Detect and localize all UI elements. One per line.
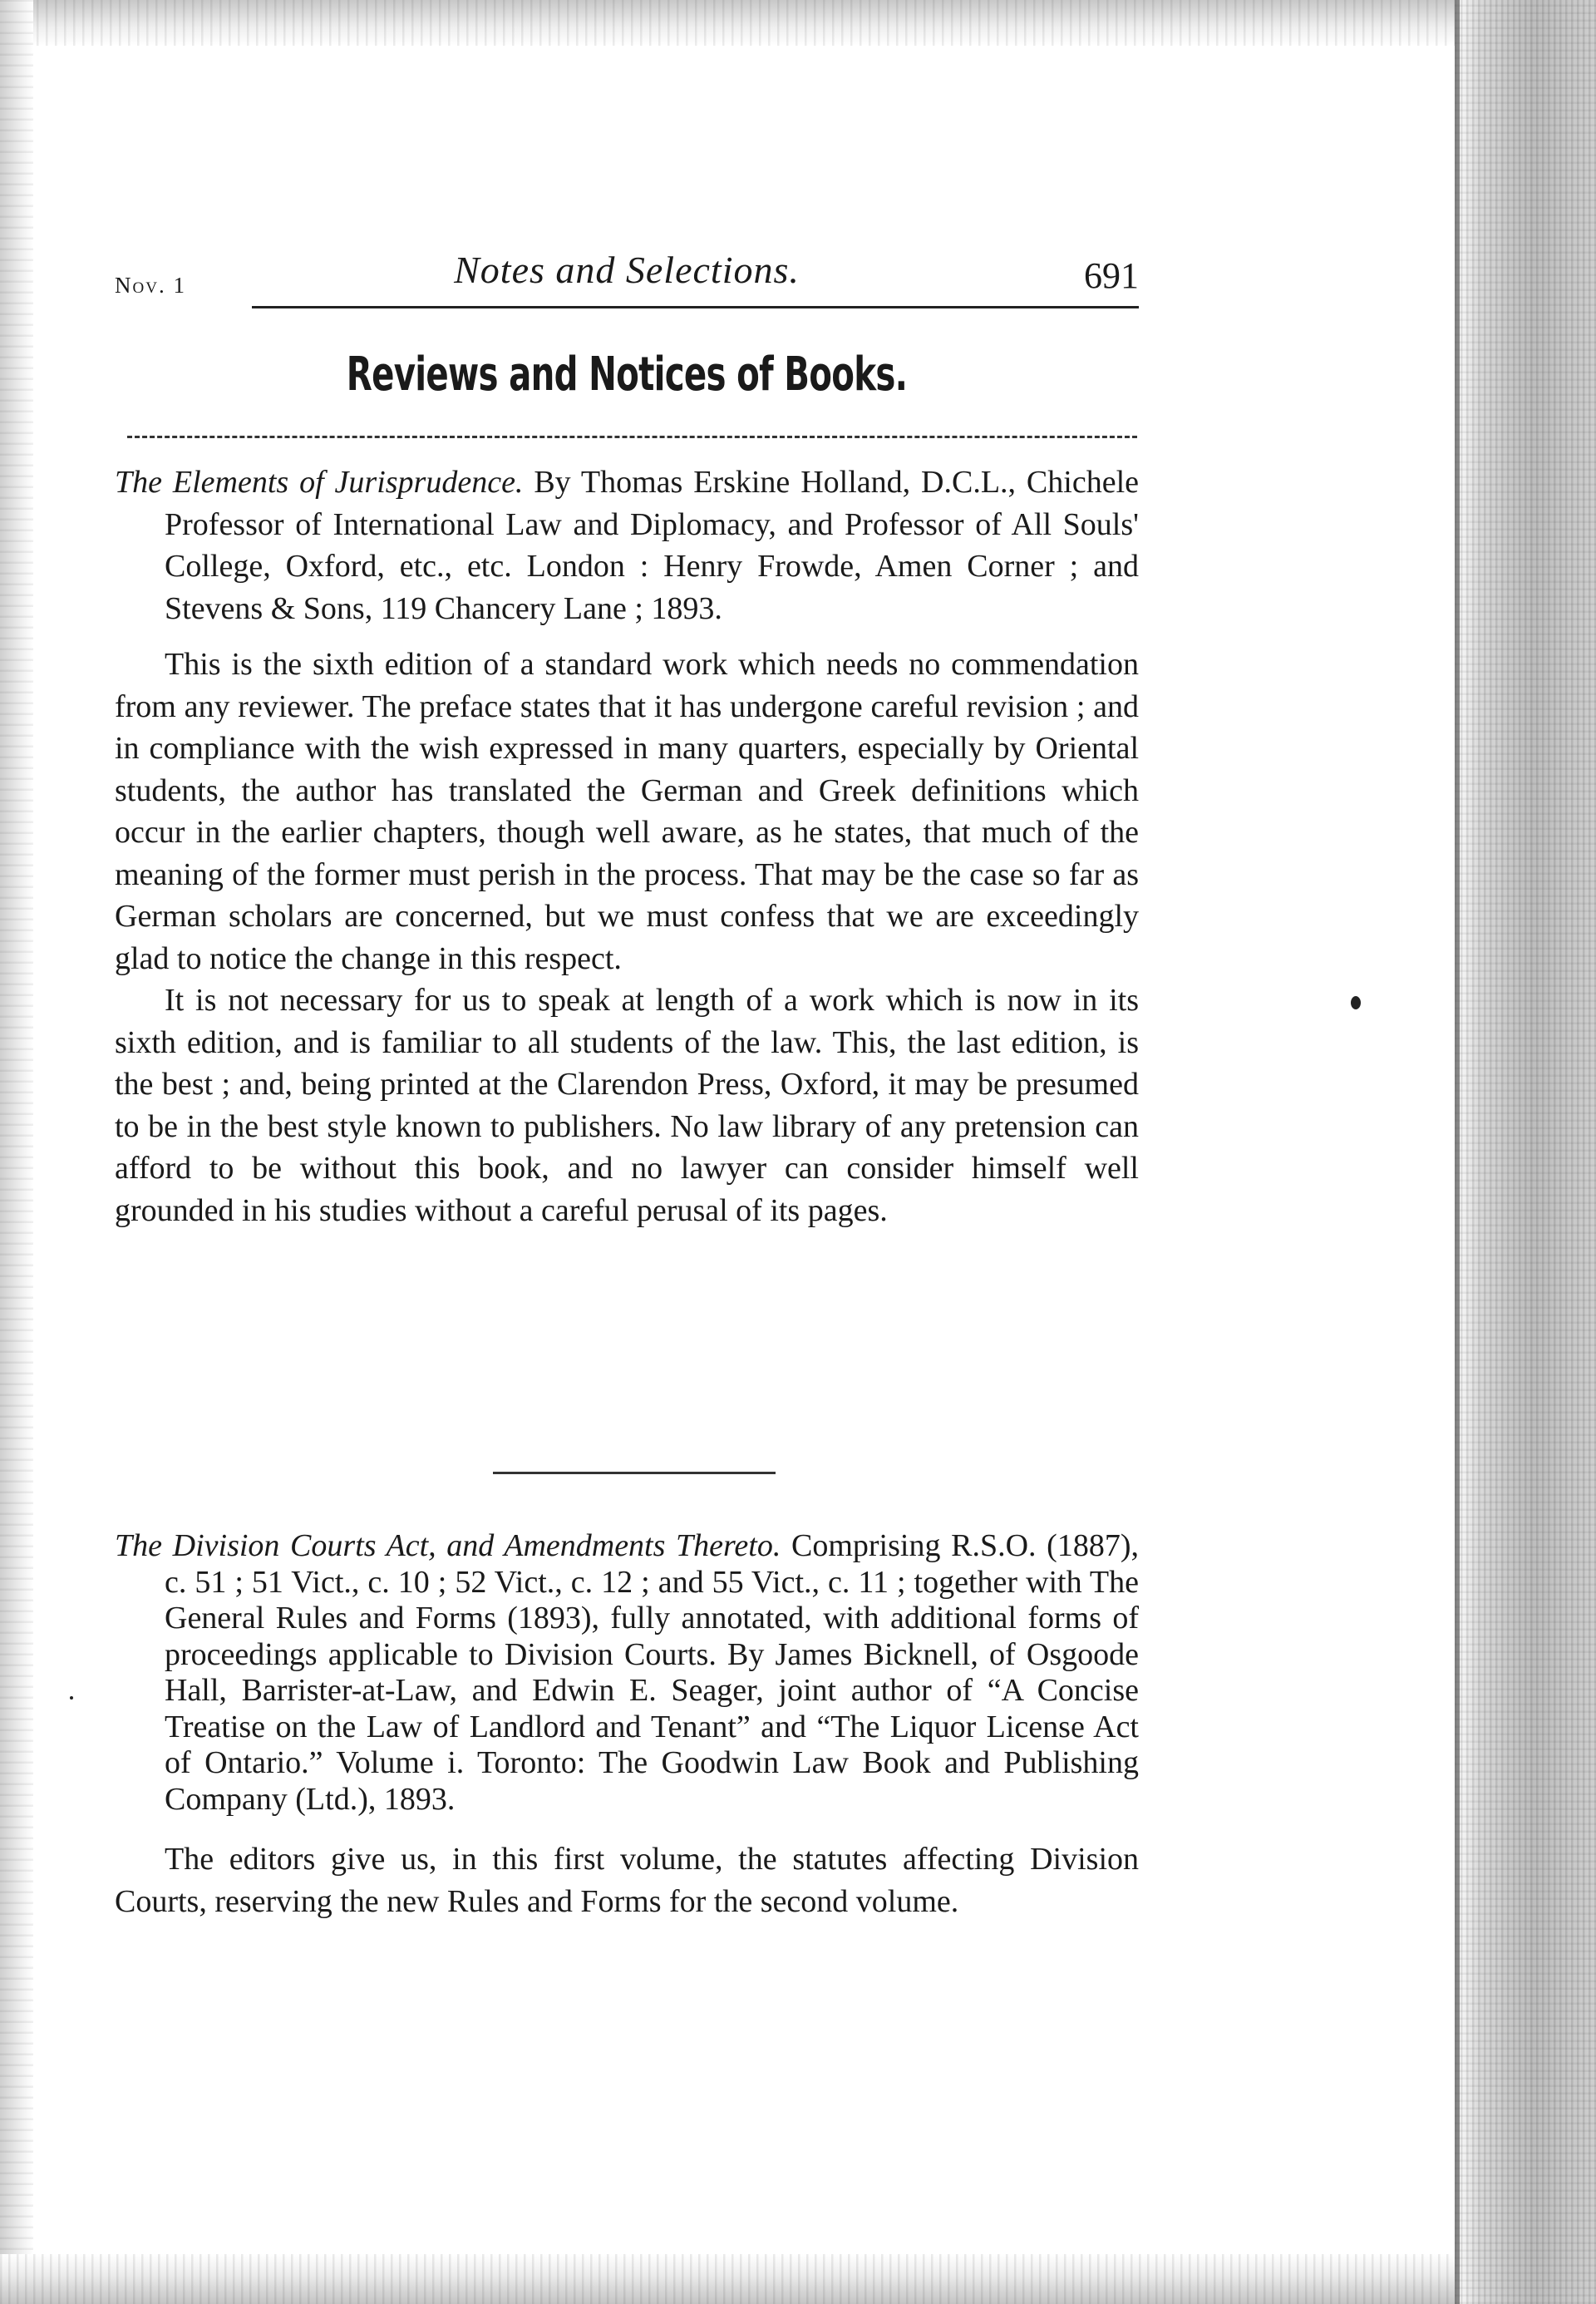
scan-edge-left [0, 0, 33, 2304]
page-number: 691 [1084, 255, 1139, 296]
running-head-date: Nov. 1 [115, 273, 186, 298]
running-head-rule [252, 306, 1139, 308]
book-citation [115, 1528, 1139, 1818]
running-head [115, 248, 1139, 306]
review-entry [115, 461, 1139, 1231]
review-paragraph: This is the sixth edition of a standard work which needs no commendation from any reviewer. The preface states that it has undergone careful revision ; and in compliance with the wish expressed in many quarters, especially by Oriental students, the author has translated the German and Greek definitions which occur in the earlier chapters, though well aware, as he states, that much of the meaning of the former must perish in the process. That may be the case so far as German scholars are concerned, but we must confess that we are exceedingly glad to notice the change in this respect. [115, 647, 1139, 976]
section-divider [493, 1472, 776, 1474]
review-entry [115, 1528, 1139, 1922]
section-title-rule [127, 436, 1137, 438]
scan-edge-right [1455, 0, 1596, 2304]
review-paragraph: It is not necessary for us to speak at length of a work which is now in its sixth edition, and is familiar to all students of the law. This, the last edition, is the best ; and, being printed at the Clarendon Press, Oxford, it may be presumed to be in the best style known to publishers. No law library of any pretension can afford to be without this book, and no lawyer can consider himself well grounded in his studies without a careful perusal of its pages. [115, 983, 1139, 1228]
running-head-title: Notes and Selections. [454, 249, 800, 291]
book-title: The Elements of Jurisprudence. [115, 465, 524, 500]
citation-details: Comprising R.S.O. (1887), c. 51 ; 51 Vict., c. 10 ; 52 Vict., c. 12 ; and 55 Vict., c. 11 ; together with The General Rules and Forms (1893), fully annotated, with additional forms of proceedings applicable to Division Courts. By James Bicknell, of Osgoode Hall, Barrister-at-Law, and Edwin E. Seager, joint author of “A Concise Treatise on the Law of Landlord and Tenant” and “The Liquor License Act of Ontario.” Volume i. Toronto: The Goodwin Law Book and Publishing Company (Ltd.), 1893. [165, 1528, 1139, 1817]
scan-edge-bottom [0, 2254, 1455, 2304]
review-paragraph: The editors give us, in this first volume, the statutes affecting Division Courts, reserving the new Rules and Forms for the second volume. [115, 1842, 1139, 1919]
book-citation [115, 461, 1139, 629]
section-title: Reviews and Notices of Books. [346, 348, 908, 402]
book-title: The Division Courts Act, and Amendments Thereto. [115, 1528, 781, 1563]
ink-speck [70, 1696, 73, 1700]
citation-details: By Thomas Erskine Holland, D.C.L., Chichele Professor of International Law and Diplomacy, and Professor of All Souls' College, Oxford, etc., etc. London : Henry Frowde, Amen Corner ; and Stevens & Sons, 119 Chancery Lane ; 1893. [165, 465, 1139, 626]
scan-edge-top [0, 0, 1455, 46]
ink-speck [1351, 996, 1361, 1009]
